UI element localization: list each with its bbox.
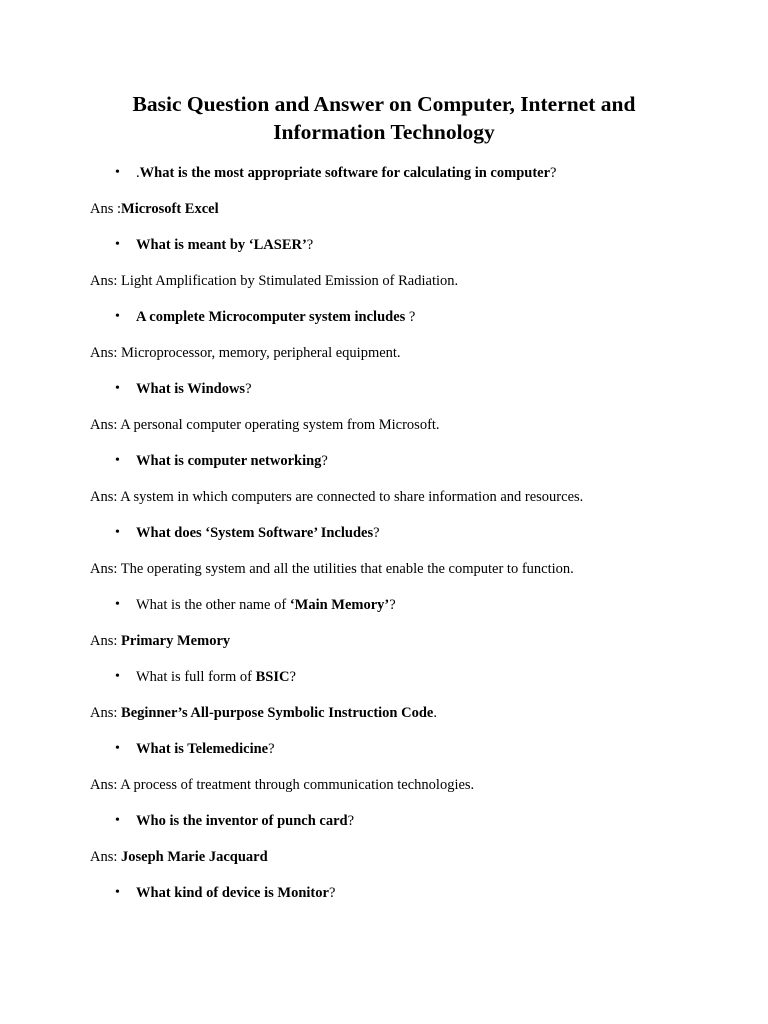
answer-item — [90, 560, 574, 578]
bullet-icon: • — [115, 237, 120, 252]
answer-label: Ans: — [90, 777, 121, 793]
answer-item — [90, 272, 458, 290]
question-suffix: ? — [245, 381, 252, 397]
bullet-icon: • — [115, 669, 120, 684]
question-suffix: ? — [347, 813, 355, 829]
question-suffix: ? — [328, 885, 336, 901]
question-suffix: ? — [268, 741, 275, 757]
answer-label: Ans : — [90, 201, 122, 217]
question-item — [115, 452, 328, 470]
question-suffix: ? — [373, 525, 380, 541]
question-item — [115, 740, 275, 758]
question-text: What is Windows — [136, 381, 246, 397]
question-item — [115, 884, 336, 902]
question-prefix: . — [136, 165, 140, 181]
answer-bold: Primary Memory — [121, 633, 231, 649]
answer-item — [90, 776, 474, 794]
answer-label: Ans: — [90, 633, 122, 649]
title-line-1: Basic Question and Answer on Computer, Internet and — [132, 92, 636, 116]
question-item — [115, 308, 416, 326]
bullet-icon: • — [115, 525, 120, 540]
bullet-icon: • — [115, 381, 120, 396]
answer-bold: Joseph Marie Jacquard — [121, 849, 268, 865]
answer-text: . — [433, 705, 437, 721]
bullet-icon: • — [115, 813, 120, 828]
answer-label: Ans: — [90, 273, 122, 289]
question-item — [115, 164, 557, 182]
answer-bold: Beginner’s All-purpose Symbolic Instruction Code — [121, 705, 434, 721]
bullet-icon: • — [115, 885, 120, 900]
answer-item — [90, 200, 219, 218]
answer-item — [90, 704, 437, 722]
question-item — [115, 668, 296, 686]
question-item — [115, 596, 396, 614]
answer-item — [90, 632, 230, 650]
answer-text: A personal computer operating system from Microsoft. — [120, 417, 440, 433]
bullet-icon: • — [115, 309, 120, 324]
question-item — [115, 380, 252, 398]
bullet-icon: • — [115, 597, 120, 612]
question-item — [115, 812, 355, 830]
question-text: What is computer networking — [136, 453, 322, 469]
answer-label: Ans: — [90, 489, 121, 505]
question-suffix: ? — [405, 309, 416, 325]
question-text: Who is the inventor of punch card — [136, 813, 348, 829]
question-text: A complete Microcomputer system includes — [136, 309, 406, 325]
question-prefix: What is the other name of — [136, 597, 290, 613]
question-text: What is Telemedicine — [136, 741, 269, 757]
bullet-icon: • — [115, 741, 120, 756]
question-text: BSIC — [255, 669, 290, 685]
question-suffix: ? — [321, 453, 328, 469]
question-text: What is the most appropriate software for calculating in computer — [139, 165, 551, 181]
answer-text: A system in which computers are connected to share information and resources. — [120, 489, 584, 505]
question-item — [115, 236, 314, 254]
question-suffix: ? — [289, 669, 296, 685]
question-suffix: ? — [389, 597, 396, 613]
question-item — [115, 524, 380, 542]
answer-text: A process of treatment through communication technologies. — [120, 777, 475, 793]
question-text: What does ‘System Software’ Includes — [136, 525, 374, 541]
bullet-icon: • — [115, 453, 120, 468]
bullet-icon: • — [115, 165, 120, 180]
question-suffix: ? — [306, 237, 314, 253]
question-text: ‘Main Memory’ — [289, 597, 390, 613]
answer-label: Ans: — [90, 705, 122, 721]
question-prefix: What is full form of — [136, 669, 256, 685]
answer-label: Ans: — [90, 345, 122, 361]
question-text: What is meant by ‘LASER’ — [136, 237, 307, 253]
answer-item — [90, 488, 583, 506]
answer-label: Ans: — [90, 417, 121, 433]
answer-item — [90, 416, 440, 434]
answer-label: Ans: — [90, 849, 122, 865]
answer-item — [90, 848, 268, 866]
document-title — [90, 90, 678, 146]
answer-text: Microprocessor, memory, peripheral equipment. — [121, 345, 401, 361]
answer-text: The operating system and all the utilities that enable the computer to function. — [120, 561, 574, 577]
answer-label: Ans: — [90, 561, 121, 577]
answer-bold: Microsoft Excel — [121, 201, 219, 217]
answer-text: Light Amplification by Stimulated Emission of Radiation. — [121, 273, 459, 289]
answer-item — [90, 344, 401, 362]
title-line-2: Information Technology — [273, 120, 495, 144]
question-suffix: ? — [550, 165, 557, 181]
question-text: What kind of device is Monitor — [136, 885, 329, 901]
